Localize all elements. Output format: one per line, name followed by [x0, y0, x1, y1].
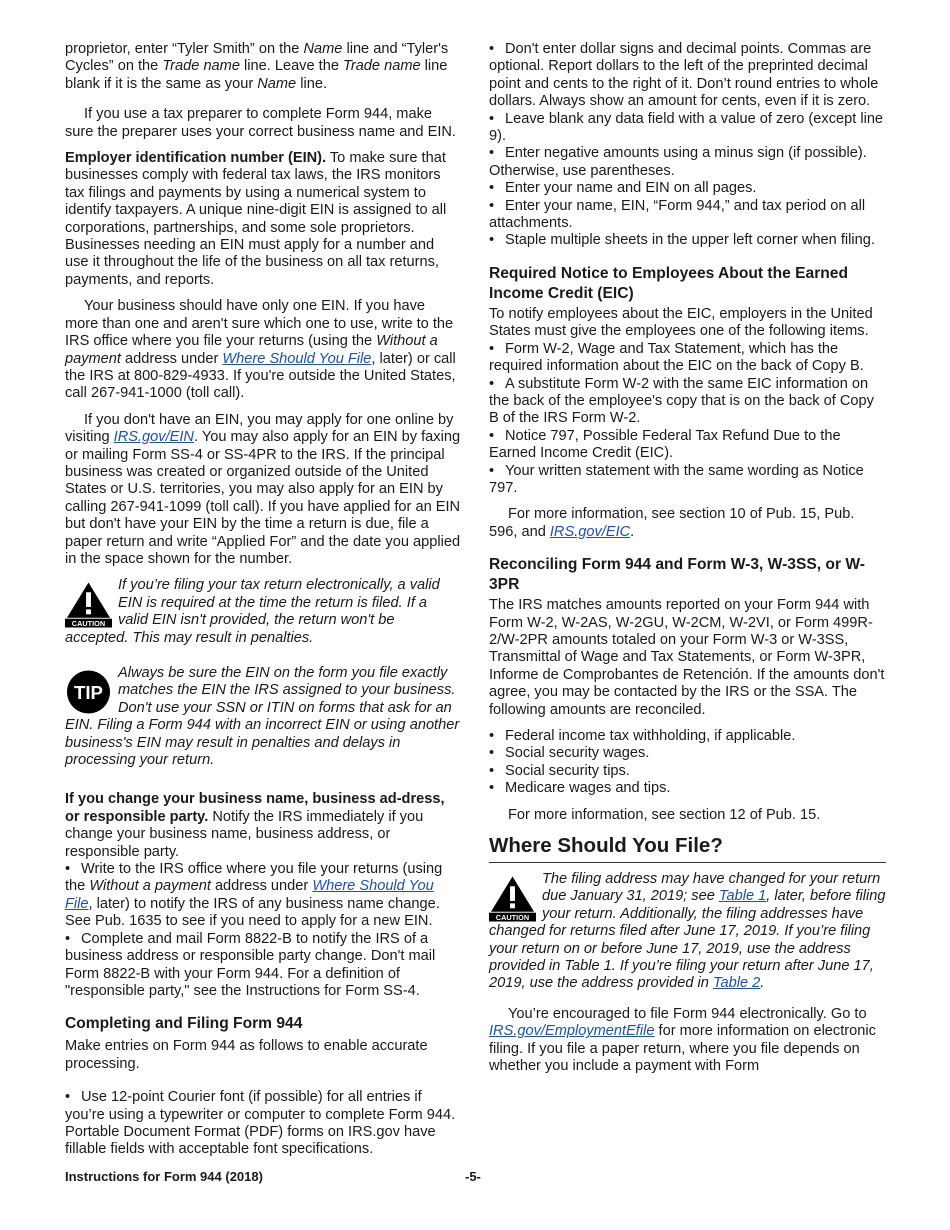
list-item: • Your written statement with the same wording as Notice 797.	[489, 462, 864, 496]
where-should-you-file-link[interactable]: Where Should You File	[222, 350, 372, 367]
footer-title: Instructions for Form 944 (2018)	[65, 1169, 263, 1184]
paragraph-ein: Employer identification number (EIN). To make sure that businesses comply with federal tax laws, the IRS monitors tax filings and payments by using a numerical system to identify taxpayers. A unique nine-digit EIN is assigned to all corporations, partnerships, and some sole proprietors. Businesses needing an EIN must apply for a number and use it throughout the life of the business on all tax returns, payments, and reports.	[65, 150, 447, 288]
eic-body: To notify employees about the EIC, employers in the United States must give the employees one of the following items.	[489, 305, 873, 340]
caution-icon	[489, 874, 536, 922]
irs-employment-efile-link[interactable]: IRS.gov/EmploymentEfile	[489, 1023, 655, 1040]
paragraph-one-ein: Your business should have only one EIN. If you have more than one and aren't sure which one to use, write to the IRS office where you file your returns (using the Without a payment address under Where Should You File, later) or call the IRS at 800-829-4933. If you're outside the United States, call 267-941-1000 (toll call).	[65, 298, 456, 402]
tip-note-ein: TIP Always be sure the EIN on the form you file exactly matches the EIN the IRS assigned to your business. Don't use your SSN or ITIN on forms that ask for an EIN. Filing a Form 944 with an incorrect EIN or using another business's EIN may result in penalties and delays in processing your return.	[65, 665, 460, 769]
reconciling-heading: Reconciling Form 944 and Form W-3, W-3SS, or W-3PR	[489, 556, 865, 594]
caution-note-filing: CAUTION The filing address may have changed for your return due January 31, 2019; see Table 1, later, before filing your return. Additionally, the filing addresses have changed for returns filed after June 17, 2019. If you’re filing your return on or before June 17, 2019, use the address provided in Table 1. If you’re filing your return after June 17, 2019, use the address provided in Table 2.	[489, 871, 886, 992]
paragraph-tax-preparer: If you use a tax preparer to complete Form 944, make sure the preparer uses your correct business name and EIN.	[65, 106, 456, 140]
tip-icon	[65, 668, 112, 716]
list-item: • Staple multiple sheets in the upper left corner when filing.	[489, 232, 875, 249]
where-should-you-file-link-2[interactable]: Where Should You File	[65, 878, 434, 912]
list-item: • Leave blank any data field with a value of zero (except line 9).	[489, 110, 884, 145]
paragraph-apply-ein: If you don't have an EIN, you may apply for one online by visiting IRS.gov/EIN. You may also apply for an EIN by faxing or mailing Form SS-4 or SS-4PR to the IRS. If the principal business was created or organized outside of the United States or U.S. territories, you may also apply for an EIN by calling 267-941-1099 (toll call). If you have applied for an EIN but don't have your EIN by the time a return is due, file a paper return and write “Applied For” and the date you applied in the space shown for the number.	[65, 411, 461, 567]
bullet-write-irs: • Write to the IRS office where you file your returns (using the Without a payment address under Where Should You File, later) to notify the IRS of any business name change. See Pub. 1635 to see if you need to apply for a new EIN.	[65, 861, 443, 930]
bullet-form-8822b: • Complete and mail Form 8822-B to notify the IRS of a business address or responsible party change. Don't mail Form 8822-B with your Form 944. For a definition of "responsible party," see the Instructions for Form SS-4.	[65, 930, 436, 999]
table-1-link[interactable]: Table 1	[718, 888, 767, 905]
completing-body: Make entries on Form 944 as follows to enable accurate processing.	[65, 1038, 428, 1072]
list-item: • Enter your name and EIN on all pages.	[489, 180, 757, 197]
table-2-link[interactable]: Table 2	[712, 975, 761, 992]
eic-more-info: For more information, see section 10 of Pub. 15, Pub. 596, and IRS.gov/EIC.	[489, 506, 855, 540]
svg-text:CAUTION: CAUTION	[71, 619, 106, 629]
paragraph-change-business: If you change your business name, business ad-dress, or responsible party. Notify the IRS immediately if you change your business name, business address, or responsible party.	[65, 791, 445, 860]
list-item: • Medicare wages and tips.	[489, 780, 671, 797]
eic-items-list	[489, 341, 886, 498]
list-item: • Enter negative amounts using a minus sign (if possible). Otherwise, use parentheses.	[489, 145, 867, 179]
reconciling-body: The IRS matches amounts reported on your Form 944 with Form W-2, W-2AS, W-2GU, W-2CM, W-2VI, or Form 499R-2/W-2PR amounts totaled on your Form W-3 or W-3SS, Transmittal of Wage and Tax Statements, or Form W-3PR, Informe de Comprobantes de Retención. If the amounts don't agree, you may be contacted by the IRS or the SSA. The following amounts are reconciled.	[489, 597, 885, 718]
caution-icon	[65, 580, 112, 628]
where-should-you-file-heading: Where Should You File?	[489, 833, 886, 863]
change-heading: If you change your business name, business ad-dress, or responsible party.	[65, 791, 445, 825]
list-item: • Social security wages.	[489, 745, 650, 762]
left-column	[65, 41, 461, 1159]
svg-text:TIP: TIP	[74, 681, 103, 703]
completing-heading: Completing and Filing Form 944	[65, 1015, 303, 1033]
list-item: • Notice 797, Possible Federal Tax Refund Due to the Earned Income Credit (EIC).	[489, 427, 841, 462]
list-item: • Don't enter dollar signs and decimal points. Commas are optional. Report dollars to the left of the preprinted decimal point and cents to the right of it. Don’t round entries to whole dollars. Always show an amount for cents, even if it is zero.	[489, 41, 879, 110]
list-item: • Form W-2, Wage and Tax Statement, which has the required information about the EIC on the back of Copy B.	[489, 340, 864, 375]
ein-heading: Employer identification number (EIN).	[65, 150, 327, 167]
reconciled-amounts-list	[489, 728, 886, 798]
paragraph-tyler: proprietor, enter “Tyler Smith” on the Name line and “Tyler's Cycles” on the Trade name line. Leave the Trade name line blank if it is the same as your Name line.	[65, 41, 449, 92]
paragraph-efile: You’re encouraged to file Form 944 electronically. Go to IRS.gov/EmploymentEfile for more information on electronic filing. If you file a paper return, where you file depends on whether you include a payment with Form	[489, 1005, 876, 1075]
right-column	[489, 41, 886, 1076]
list-item: • Enter your name, EIN, “Form 944,” and tax period on all attachments.	[489, 197, 866, 232]
caution-note-ein: CAUTION If you’re filing your tax return electronically, a valid EIN is required at the time the return is filed. If a valid EIN isn't provided, the return won't be accepted. This may result in penalties.	[65, 577, 440, 646]
eic-heading: Required Notice to Employees About the Earned Income Credit (EIC)	[489, 264, 848, 302]
list-item: • A substitute Form W-2 with the same EIC information on the back of the employee's copy that is on the back of Copy B of the IRS Form W-2.	[489, 375, 874, 427]
entry-rules-list	[489, 41, 886, 250]
list-item: • Federal income tax withholding, if applicable.	[489, 728, 796, 744]
svg-text:CAUTION: CAUTION	[495, 913, 530, 923]
page-number: -5-	[465, 1169, 481, 1184]
bullet-courier-font: • Use 12-point Courier font (if possible) for all entries if you’re using a typewriter or computer to complete Form 944. Portable Document Format (PDF) forms on IRS.gov have fillable fields with acceptable font specifications.	[65, 1089, 456, 1158]
irs-ein-link[interactable]: IRS.gov/EIN	[113, 429, 194, 446]
list-item: • Social security tips.	[489, 762, 630, 779]
reconciling-more-info: For more information, see section 12 of Pub. 15.	[508, 806, 821, 823]
irs-eic-link[interactable]: IRS.gov/EIC	[549, 523, 631, 540]
